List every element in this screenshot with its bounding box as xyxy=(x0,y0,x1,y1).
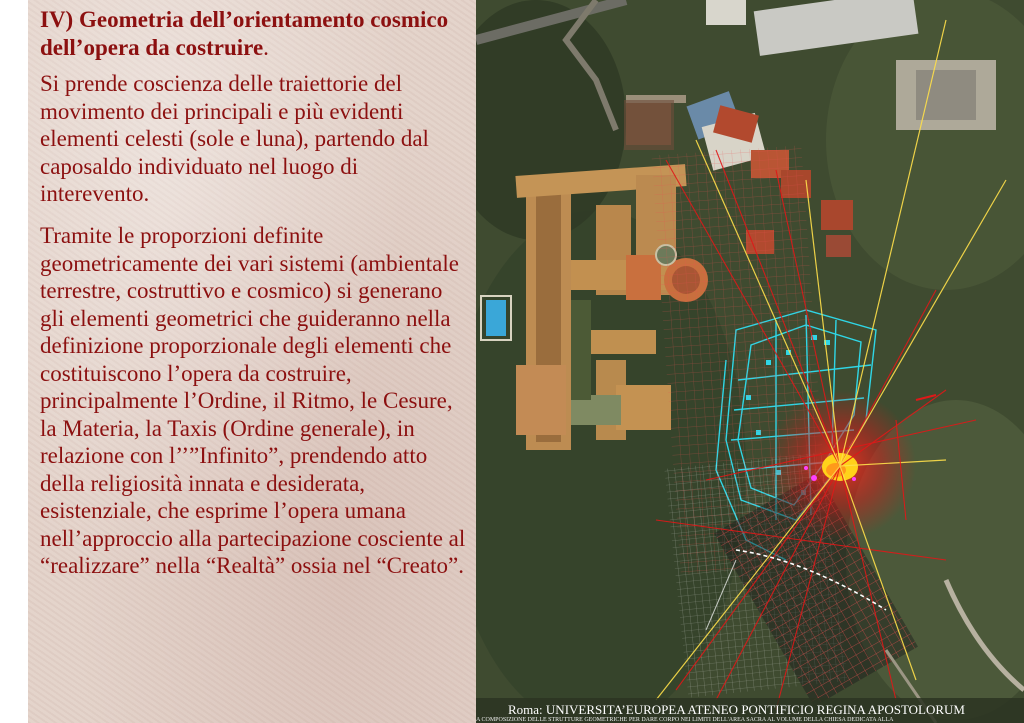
paragraph-trajectories: Si prende coscienza delle traiettorie del movimento dei principali e più evidenti elementi celesti (sole e luna), partendo dal caposaldo individuato nel luogo di interevento. xyxy=(40,71,429,206)
aerial-photo xyxy=(476,0,1024,723)
photo-caption-subline: A COMPOSIZIONE DELLE STRUTTURE GEOMETRICHE PER DARE CORPO NEI LIMITI DELL'AREA SACRA AL VOLUME DELLA CHIESA DEDICATA ALLA xyxy=(476,717,894,723)
photo-caption: Roma: UNIVERSITA’EUROPEA ATENEO PONTIFICIO REGINA APOSTOLORUM xyxy=(508,702,965,717)
heading-text: IV) Geometria dell’orientamento cosmico dell’opera da costruire xyxy=(40,7,449,60)
paragraph-proportions: Tramite le proporzioni definite geometricamente dei vari sistemi (ambientale terrestre, costruttivo e cosmico) si generano gli elementi geometrici che guideranno nella definizione proporzionale degli elementi che costituiscono l’opera da costruire, principalmente l’Ordine, il Ritmo, le Cesure, la Materia, la Taxis (Ordine generale), in relazione con l’’”Infinito”, prendendo atto della religiosità innata e desiderata, esistenziale, che esprime l’opera umana nell’approccio alla partecipazione cosciente al “realizzare” nella “Realtà” ossia nel “Creato”. xyxy=(40,223,466,578)
section-heading xyxy=(40,6,460,62)
heading-period: . xyxy=(263,35,269,60)
